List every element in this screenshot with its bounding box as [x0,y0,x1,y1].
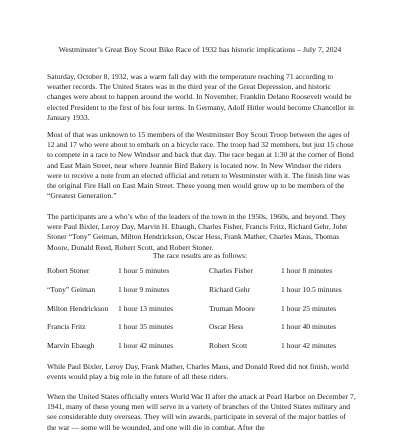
paragraph: While Paul Bixler, Leroy Day, Frank Mather, Charles Maus, and Donald Reed did not finish, world events would play a big role in the future of all these riders. [47,362,349,382]
results-row [47,266,367,285]
rider-time: 1 hour 13 minutes [118,303,174,313]
rider-time: 1 hour 42 minutes [118,341,174,351]
rider-name: Charles Fisher [209,266,254,275]
page-title: Westminster’s Great Boy Scout Bike Race of 1932 has historic implications – July 7, 2024 [58,45,342,54]
paragraph: Most of that was unknown to 15 members of the Westminster Boy Scout Troop between the ages of 12 and 17 who were about to embark on a bicycle race. The troop had 32 members, but just 15 chose to compete in a race to New Windsor and back that day. The race began at 1:30 at the corner of Bond and East Main Street, near where Jeannie Bird Bakery is located now. In New Windsor the riders were to receive a note from an elected official and return to Westminster with it. The finish line was the original Fire Hall on East Main Street. These young men would grow up to be members of the “Greatest Generation.” [47,130,354,201]
rider-time: 1 hour 42 minutes [281,341,337,351]
results-caption: The race results are as follows: [152,251,248,260]
results-row [47,285,367,304]
paragraph: The participants are a who’s who of the leaders of the town in the 1950s, 1960s, and beyond. They were Paul Bixler, Leroy Day, Marvin H. Ebaugh, Charles Fisher, Francis Fritz, Richard Gehr, John Stoner “Tony” Geiman, Milton Hendrickson, Oscar Hess, Frank Mather, Charles Maus, Thomas Moore, Donald Reed, Robert Scott, and Robert Stoner. [47,212,347,252]
rider-time: 1 hour 35 minutes [118,322,174,332]
results-row [47,341,367,360]
rider-time: 1 hour 5 minutes [118,266,170,275]
results-row [47,322,367,341]
rider-name: Truman Moore [209,303,255,313]
results-table [47,266,367,360]
rider-name: Richard Gehr [209,284,251,294]
results-row [47,304,367,323]
rider-name: Robert Stoner [47,266,90,275]
rider-name: Milton Hendrickson [47,303,109,313]
rider-time: 1 hour 8 minutes [281,266,333,275]
rider-time: 1 hour 25 minutes [281,303,337,313]
rider-time: 1 hour 9 minutes [118,284,170,294]
rider-name: Francis Fritz [47,322,86,332]
rider-name: Marvin Ebaugh [47,341,95,351]
rider-name: Oscar Hess [209,322,244,332]
rider-time: 1 hour 10.5 minutes [281,284,342,294]
rider-name: Robert Scott [209,341,248,351]
paragraph: Saturday, October 8, 1932, was a warm fall day with the temperature reaching 71 according to weather records. The United States was in the third year of the Great Depression, and historic changes were about to happen around the world. In November, Franklin Delano Roosevelt would be elected President to the first of his four terms. In Germany, Adolf Hitler would become Chancellor in January 1933. [47,72,354,122]
paragraph: When the United States officially enters World War II after the attack at Pearl Harbor on December 7, 1941, many of these young men will serve in a variety of branches of the United States military and see considerable duty overseas. They will win awards, participate in several of the major battles of the war — some will be wounded, and one will die in combat. After the [47,392,356,432]
rider-time: 1 hour 40 minutes [281,322,337,332]
rider-name: “Tony” Geiman [47,284,96,294]
